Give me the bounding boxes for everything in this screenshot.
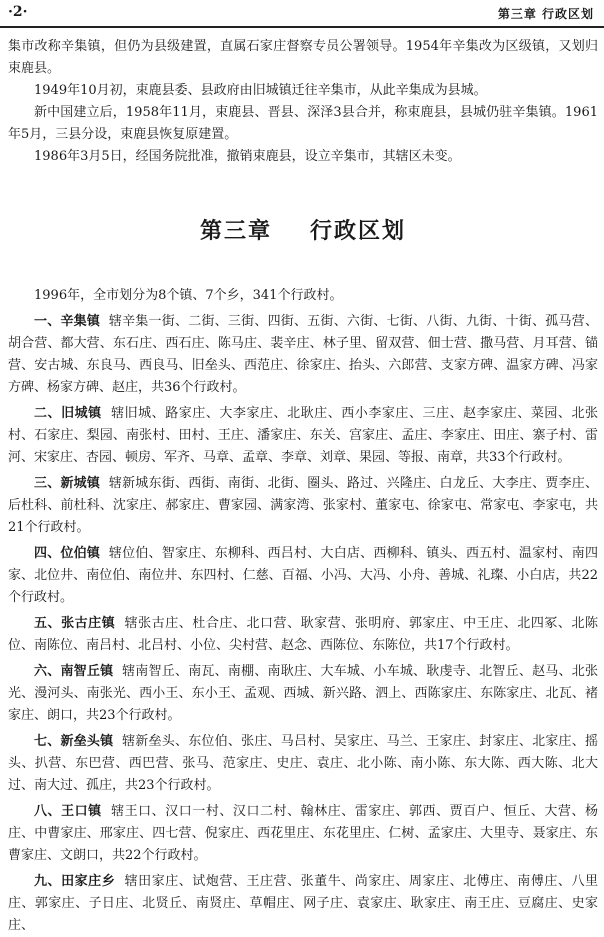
intro-paragraph: 1986年3月5日，经国务院批准，撤销束鹿县，设立辛集市，其辖区未变。	[34, 149, 461, 164]
town-section	[8, 403, 598, 469]
town-name: 七、新垒头镇	[34, 734, 114, 749]
town-section	[8, 661, 598, 727]
town-section	[8, 731, 598, 797]
town-section	[8, 801, 598, 867]
town-name: 三、新城镇	[34, 476, 101, 491]
page-number: ·2·	[8, 4, 28, 20]
town-section	[8, 473, 598, 539]
chapter-number: 第三章	[199, 219, 272, 244]
village-list: 辖位伯、智家庄、东柳科、西吕村、大白店、西柳科、镇头、西五村、温家村、南四家、北位井、南位伯、南位井、东四村、仁慈、百福、小冯、大冯、小舟、善城、礼璨、小白店，共22个行政村。	[8, 546, 598, 605]
town-name: 四、位伯镇	[34, 546, 101, 561]
town-section	[8, 613, 598, 657]
town-name: 二、旧城镇	[34, 406, 102, 421]
village-list: 辖田家庄、试炮营、王庄营、张董牛、尚家庄、周家庄、北傅庄、南傅庄、八里庄、郭家庄、子日庄、北贤丘、南贤庄、草帽庄、网子庄、袁家庄、耿家庄、南王庄、豆腐庄、史家庄、	[8, 874, 598, 933]
running-head: 第三章 行政区划	[497, 7, 594, 21]
town-section	[8, 543, 598, 609]
village-list: 辖王口、汉口一村、汉口二村、翰林庄、雷家庄、郭西、贾百户、恒丘、大营、杨庄、中曹家庄、邢家庄、四七营、倪家庄、西花里庄、东花里庄、仁树、孟家庄、大里寺、聂家庄、东曹家庄、文朗口，共22个行政村。	[8, 804, 598, 863]
intro-paragraph: 新中国建立后，1958年11月，束鹿县、晋县、深泽3县合并，称束鹿县，县城仍驻辛集镇。1961年5月，三县分设，束鹿县恢复原建置。	[8, 105, 598, 142]
village-list: 辖新垒头、东位伯、张庄、马吕村、吴家庄、马兰、王家庄、封家庄、北家庄、摇头、扒营、东巴营、西巴营、张马、范家庄、史庄、袁庄、北小陈、南小陈、东大陈、西大陈、北大过、南大过、孤庄，共23个行政村。	[8, 734, 598, 793]
town-section	[8, 871, 598, 937]
intro-paragraph: 集市改称辛集镇，但仍为县级建置，直属石家庄督察专员公署领导。1954年辛集改为区级镇，又划归束鹿县。	[8, 39, 598, 76]
town-name: 一、辛集镇	[34, 314, 101, 329]
village-list: 辖南智丘、南瓦、南棚、南耿庄、大车城、小车城、耿虔寺、北智丘、赵马、北张光、漫河头、南张光、西小王、东小王、孟观、西城、新兴路、泗上、西陈家庄、东陈家庄、北瓦、褚家庄、朗口，共23个行政村。	[8, 664, 598, 723]
summary-paragraph: 1996年，全市划分为8个镇、7个乡，341个行政村。	[34, 288, 343, 303]
town-name: 六、南智丘镇	[34, 664, 114, 679]
village-list: 辖张古庄、杜合庄、北口营、耿家营、张明府、郭家庄、中王庄、北四冢、北陈位、南陈位、南吕村、北吕村、小位、尖村营、赵念、西陈位、东陈位，共17个行政村。	[8, 616, 598, 653]
village-list: 辖辛集一街、二街、三街、四街、五街、六街、七街、八街、九街、十街、孤马营、胡合营、都大营、东石庄、西石庄、陈马庄、裴辛庄、林子里、留双营、佃士营、撒马营、月耳营、锚营、安古城、东良马、西良马、旧垒头、西范庄、徐家庄、抬头、六郎营、支家方碑、温家方碑、冯家方碑、杨家方碑、赵庄，共36个行政村。	[8, 314, 598, 395]
page-header	[0, 0, 604, 28]
town-name: 八、王口镇	[34, 804, 102, 819]
town-section	[8, 311, 598, 399]
chapter-title: 行政区划	[310, 219, 407, 244]
village-list: 辖旧城、路家庄、大李家庄、北耿庄、西小李家庄、三庄、赵李家庄、菜园、北张村、石家庄、梨园、南张村、田村、王庄、潘家庄、东关、宫家庄、孟庄、李家庄、田庄、寨子村、雷河、宋家庄、杏园、顿房、军齐、马章、孟章、李章、刘章、果园、等报、南章，共33个行政村。	[8, 406, 598, 465]
chapter-heading	[8, 214, 598, 245]
town-name: 九、田家庄乡	[34, 874, 116, 889]
village-list: 辖新城东街、西街、南街、北街、圈头、路过、兴隆庄、白龙丘、大李庄、贾李庄、后杜科、前杜科、沈家庄、郝家庄、曹家园、满家湾、张家村、董家屯、徐家屯、常家屯、李家屯，共21个行政村。	[8, 476, 598, 535]
page-body	[8, 36, 598, 937]
intro-paragraph: 1949年10月初，束鹿县委、县政府由旧城镇迁往辛集市，从此辛集成为县城。	[34, 83, 487, 98]
town-name: 五、张古庄镇	[34, 616, 116, 631]
